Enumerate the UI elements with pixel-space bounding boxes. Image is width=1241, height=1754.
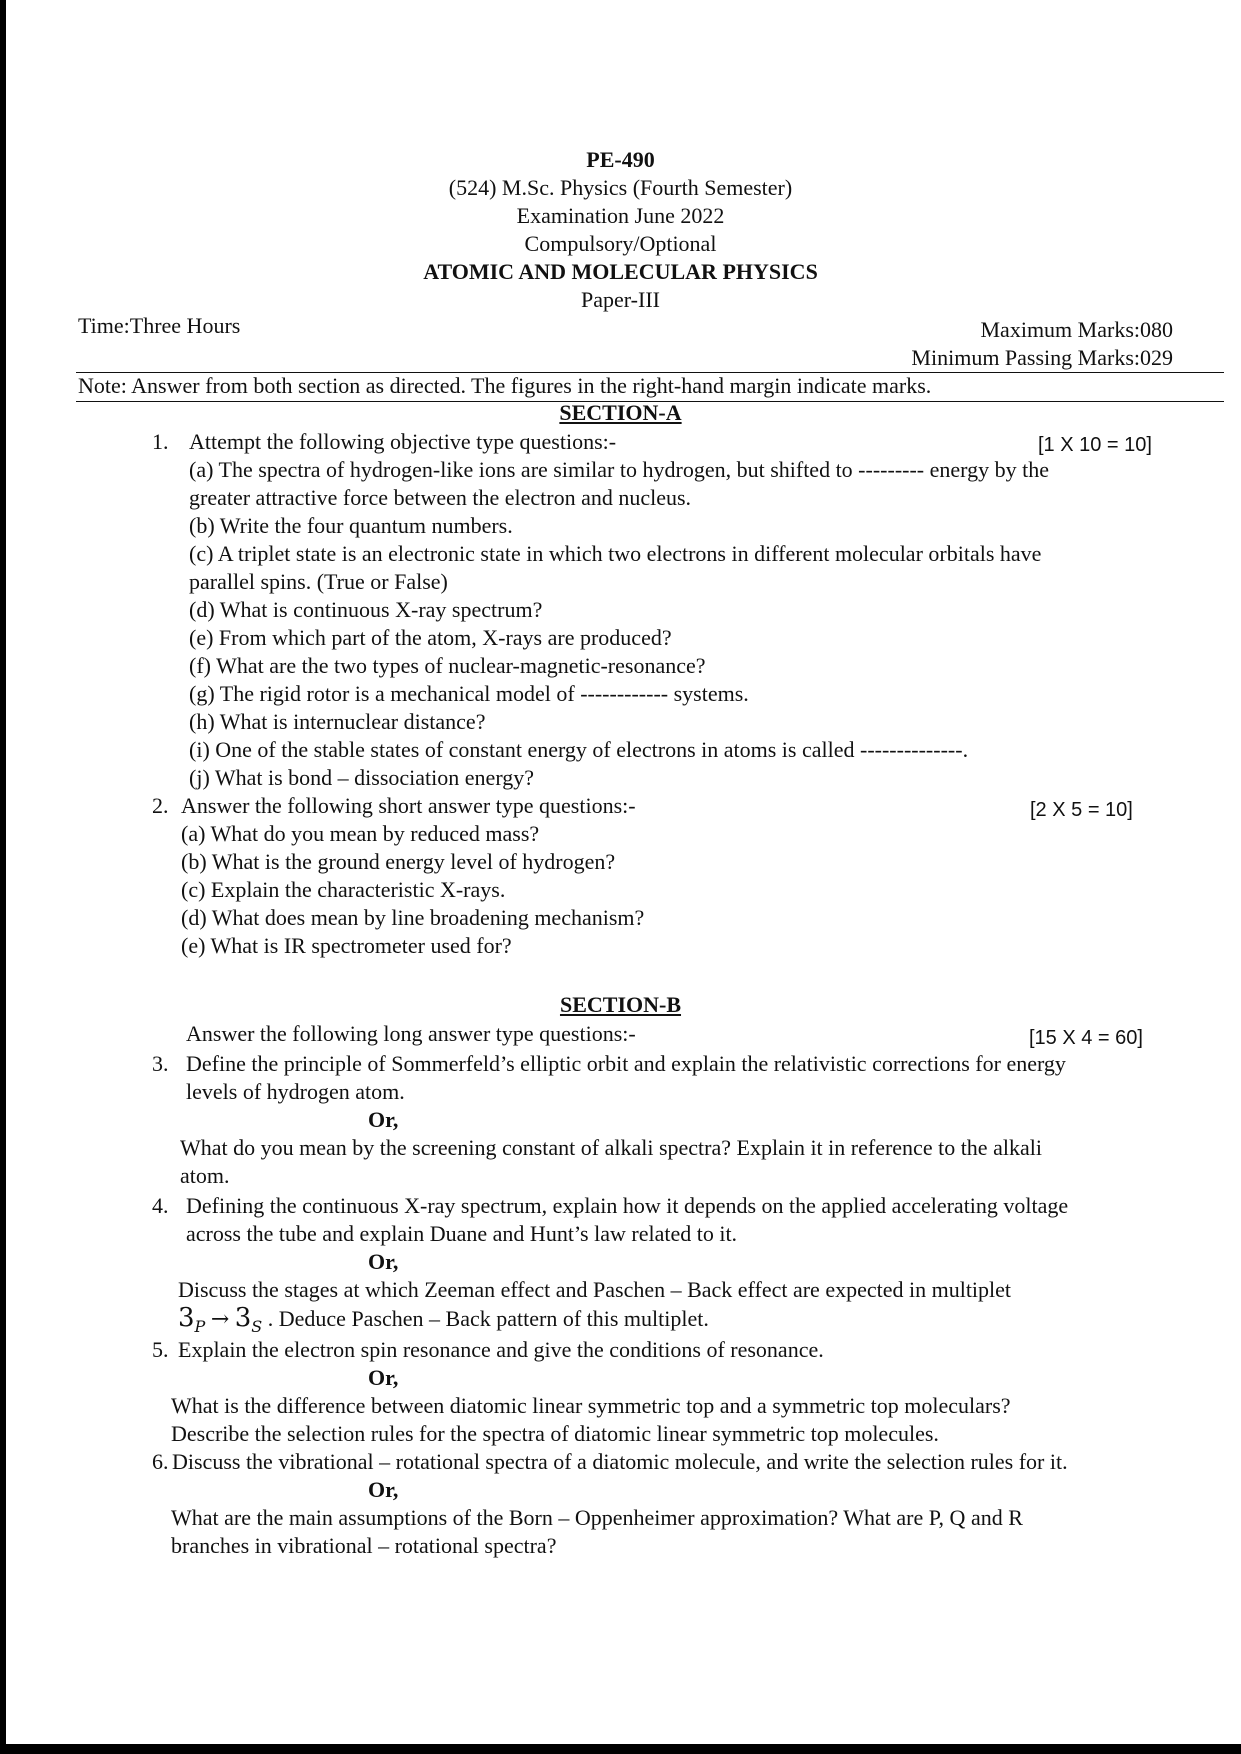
question-1-text: Attempt the following objective type questions:- [189, 429, 617, 454]
subject-title: ATOMIC AND MOLECULAR PHYSICS [423, 259, 818, 284]
multiplet-term-3p: $3_P$ [178, 1303, 206, 1337]
q2-line: (a) What do you mean by reduced mass? [181, 821, 540, 846]
q1-line: (g) The rigid rotor is a mechanical model of ------------ systems. [189, 681, 749, 706]
or-label: Or, [368, 1107, 399, 1132]
question-1-marks: [1 X 10 = 10] [1038, 434, 1152, 456]
q5-line: Explain the electron spin resonance and give the conditions of resonance. [178, 1337, 824, 1362]
course-title: (524) M.Sc. Physics (Fourth Semester) [448, 175, 793, 200]
question-3-number: 3. [152, 1051, 169, 1076]
question-1-number: 1. [152, 429, 169, 454]
question-6-text [172, 1448, 1068, 1476]
or-label: Or, [368, 1365, 399, 1390]
q1-line: parallel spins. (True or False) [189, 569, 448, 594]
q1-line: (d) What is continuous X-ray spectrum? [189, 597, 543, 622]
question-2-marks: [2 X 5 = 10] [1030, 799, 1133, 821]
q1-line: greater attractive force between the electron and nucleus. [189, 485, 692, 510]
question-1-parts [189, 456, 1049, 792]
question-2-text: Answer the following short answer type questions:- [181, 793, 636, 818]
q6-alt-line: branches in vibrational – rotational spectra? [171, 1533, 557, 1558]
q5-alt-line: What is the difference between diatomic linear symmetric top and a symmetric top moleculars? [171, 1393, 1011, 1418]
time-allowed: Time:Three Hours [78, 313, 241, 338]
q2-line: (e) What is IR spectrometer used for? [181, 933, 512, 958]
paper-number: Paper-III [581, 287, 660, 312]
section-b-marks: [15 X 4 = 60] [1029, 1027, 1143, 1049]
transition-arrow: → [210, 1307, 230, 1332]
or-label: Or, [368, 1477, 399, 1502]
q2-line: (c) Explain the characteristic X-rays. [181, 877, 506, 902]
q1-line: (i) One of the stable states of constant energy of electrons in atoms is called --------------. [189, 737, 969, 762]
question-4-alternative-line-2: $3_P \to 3_S$ . Deduce Paschen – Back pattern of this multiplet. [178, 1303, 709, 1337]
q2-line: (d) What does mean by line broadening mechanism? [181, 905, 645, 930]
question-5-number: 5. [152, 1337, 169, 1362]
q1-line: (f) What are the two types of nuclear-magnetic-resonance? [189, 653, 706, 678]
q1-line: (c) A triplet state is an electronic state in which two electrons in different molecular orbitals have [189, 541, 1042, 566]
question-5-alternative [171, 1392, 1011, 1448]
question-2-parts [181, 820, 644, 960]
q6-line: Discuss the vibrational – rotational spectra of a diatomic molecule, and write the selection rules for it. [172, 1449, 1068, 1474]
q4-line: across the tube and explain Duane and Hunt’s law related to it. [186, 1221, 738, 1246]
q6-alt-line: What are the main assumptions of the Born – Oppenheimer approximation? What are P, Q and R [171, 1505, 1023, 1530]
q1-line: (e) From which part of the atom, X-rays are produced? [189, 625, 672, 650]
paper-type: Compulsory/Optional [524, 231, 717, 256]
note: Note: Answer from both section as directed. The figures in the right-hand margin indicate marks. [78, 373, 932, 398]
scan-edge-bottom [0, 1744, 1241, 1754]
multiplet-term-3s: $3_S$ [234, 1303, 263, 1337]
q3-alt-line: atom. [180, 1163, 230, 1188]
or-label: Or, [368, 1249, 399, 1274]
q5-alt-line: Describe the selection rules for the spectra of diatomic linear symmetric top molecules. [171, 1421, 939, 1446]
q3-line: Define the principle of Sommerfeld’s elliptic orbit and explain the relativistic corrections for energy [186, 1051, 1066, 1076]
q3-alt-line: What do you mean by the screening constant of alkali spectra? Explain it in reference to the alkali [180, 1135, 1042, 1160]
question-4-text [186, 1192, 1068, 1248]
section-b-title: SECTION-B [559, 992, 682, 1017]
q3-line: levels of hydrogen atom. [186, 1079, 405, 1104]
question-3-alternative [180, 1134, 1042, 1190]
maximum-marks: Maximum Marks:080 [980, 317, 1173, 342]
question-5-text [178, 1336, 824, 1364]
q1-line: (j) What is bond – dissociation energy? [189, 765, 535, 790]
question-4-alternative-line-1: Discuss the stages at which Zeeman effect and Paschen – Back effect are expected in multiplet [178, 1277, 1012, 1302]
q2-line: (b) What is the ground energy level of hydrogen? [181, 849, 616, 874]
question-2-number: 2. [152, 793, 169, 818]
section-a-title: SECTION-A [559, 400, 682, 425]
q1-line: (b) Write the four quantum numbers. [189, 513, 513, 538]
exam-session: Examination June 2022 [516, 203, 725, 228]
minimum-passing-marks: Minimum Passing Marks:029 [911, 345, 1173, 370]
section-b-instruction: Answer the following long answer type questions:- [186, 1021, 636, 1046]
question-6-number: 6. [152, 1449, 169, 1474]
question-4-number: 4. [152, 1193, 169, 1218]
paper-code: PE-490 [586, 147, 655, 172]
question-3-text [186, 1050, 1066, 1106]
paper-header [0, 146, 1241, 314]
q1-line: (h) What is internuclear distance? [189, 709, 486, 734]
q4-line: Defining the continuous X-ray spectrum, explain how it depends on the applied accelerating voltage [186, 1193, 1069, 1218]
question-6-alternative [171, 1504, 1023, 1560]
q1-line: (a) The spectra of hydrogen-like ions are similar to hydrogen, but shifted to --------- energy by the [189, 457, 1049, 482]
